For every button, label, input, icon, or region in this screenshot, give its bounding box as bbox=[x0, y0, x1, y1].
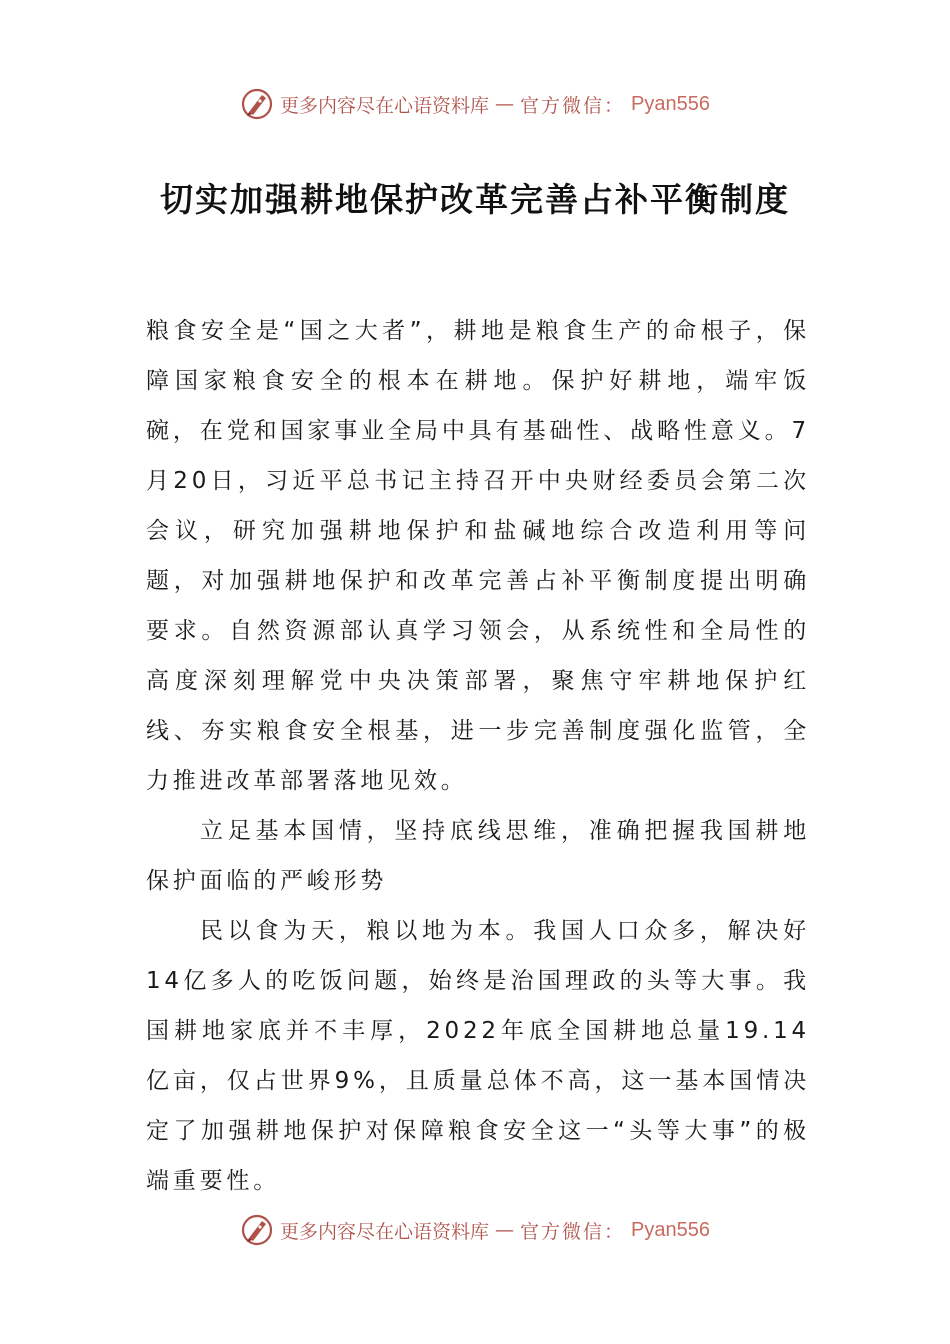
watermark-wechat-id: Pyan556 bbox=[631, 92, 710, 115]
watermark-label: 官方微信： bbox=[520, 94, 626, 117]
watermark-separator: — bbox=[495, 93, 515, 115]
document-body bbox=[146, 306, 810, 1206]
paragraph-intro: 粮食安全是“国之大者”，耕地是粮食生产的命根子，保障国家粮食安全的根本在耕地。保护好耕地，端牢饭碗，在党和国家事业全局中具有基础性、战略性意义。7月20日，习近平总书记主持召开中央财经委员会第二次会议，研究加强耕地保护和盐碱地综合改造利用等问题，对加强耕地保护和改革完善占补平衡制度提出明确要求。自然资源部认真学习领会，从系统性和全局性的高度深刻理解党中央决策部署，聚焦守牢耕地保护红线、夯实粮食安全根基，进一步完善制度强化监管，全力推进改革部署落地见效。 bbox=[146, 318, 810, 794]
paragraph-basic-situation: 民以食为天，粮以地为本。我国人口众多，解决好14亿多人的吃饭问题，始终是治国理政的头等大事。我国耕地家底并不丰厚，2022年底全国耕地总量19.14亿亩，仅占世界9%，且质量总体不高，这一基本国情决定了加强耕地保护对保障粮食安全这一“头等大事”的极端重要性。 bbox=[146, 918, 810, 1194]
header-watermark bbox=[0, 84, 950, 124]
watermark-label: 官方微信： bbox=[520, 1220, 626, 1243]
pen-nib-circle-icon bbox=[240, 1213, 274, 1247]
watermark-wechat-id: Pyan556 bbox=[631, 1218, 710, 1241]
watermark-text: 更多内容尽在心语资料库 bbox=[280, 94, 490, 117]
document-title: 切实加强耕地保护改革完善占补平衡制度 bbox=[160, 180, 790, 219]
paragraph-section-heading: 立足基本国情，坚持底线思维，准确把握我国耕地保护面临的严峻形势 bbox=[146, 818, 810, 894]
watermark-separator: — bbox=[495, 1219, 515, 1241]
pen-nib-circle-icon bbox=[240, 87, 274, 121]
watermark-text: 更多内容尽在心语资料库 bbox=[280, 1220, 490, 1243]
footer-watermark bbox=[0, 1210, 950, 1250]
